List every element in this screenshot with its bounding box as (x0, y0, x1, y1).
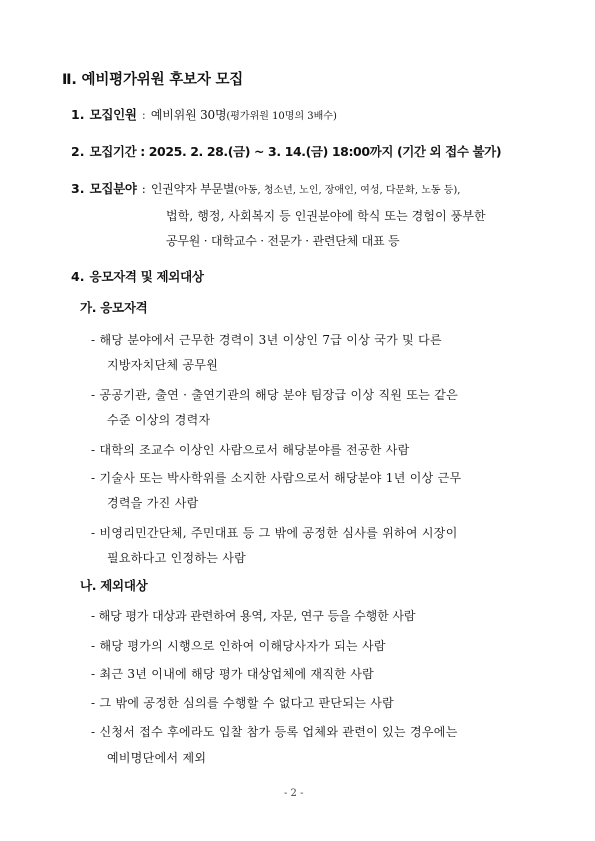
list-item: - 해당 분야에서 근무한 경력이 3년 이상인 7급 이상 국가 및 다른 (91, 333, 442, 347)
list-item: - 신청서 접수 후에라도 입찰 참가 등록 업체와 관련이 있는 경우에는 (91, 725, 458, 739)
qualifications-heading: 가. 응모자격 (80, 300, 148, 315)
list-item: - 기술사 또는 박사학위를 소지한 사람으로서 해당분야 1년 이상 근무 (91, 471, 462, 485)
exclusions-heading: 나. 제외대상 (80, 578, 148, 593)
list-item: - 비영리민간단체, 주민대표 등 그 밖에 공정한 심사를 위하여 시장이 (91, 526, 458, 540)
item-separator: : (141, 108, 146, 122)
item-label: 모집인원 (89, 107, 137, 122)
list-item: - 그 밖에 공정한 심의를 수행할 수 없다고 판단되는 사람 (91, 696, 395, 710)
section-title (62, 68, 243, 89)
item-number: 3. (71, 181, 85, 196)
list-item: - 해당 평가 대상과 관련하여 용역, 자문, 연구 등을 수행한 사람 (91, 609, 416, 623)
list-item: - 대학의 조교수 이상인 사람으로서 해당분야를 전공한 사람 (91, 443, 410, 457)
item-number: 2. (71, 144, 85, 159)
item-separator: : (141, 182, 146, 196)
section-title-text: 예비평가위원 후보자 모집 (81, 72, 244, 88)
item-number: 1. (71, 107, 85, 122)
item-recruit-period (71, 141, 501, 160)
section-numeral: Ⅱ. (62, 72, 77, 88)
item-eligibility (71, 266, 204, 285)
list-item-continuation: 예비명단에서 제외 (107, 751, 207, 765)
list-item: - 해당 평가의 시행으로 인하여 이해당사자가 되는 사람 (91, 639, 386, 653)
list-item-continuation: 경력을 가진 사람 (107, 496, 199, 510)
item-field-line2: 법학, 행정, 사회복지 등 인권분야에 학식 또는 경험이 풍부한 (166, 209, 486, 223)
list-item: - 최근 3년 이내에 해당 평가 대상업체에 재직한 사람 (91, 667, 375, 681)
page-number: - 2 - (284, 788, 304, 799)
item-field-line3: 공무원 · 대학교수 · 전문가 · 관련단체 대표 등 (166, 234, 400, 248)
item-field-note: (아동, 청소년, 노인, 장애인, 여성, 다문화, 노동 등), (234, 185, 461, 196)
list-item: - 공공기관, 출연 · 출연기관의 해당 분야 팀장급 이상 직원 또는 같은 (91, 388, 459, 402)
item-recruit-field (71, 178, 460, 197)
item-recruit-count (71, 104, 337, 123)
list-item-continuation: 필요하다고 인정하는 사람 (107, 551, 247, 565)
item-label: 응모자격 및 제외대상 (89, 269, 204, 284)
item-label: 모집분야 (89, 181, 137, 196)
item-note: (평가위원 10명의 3배수) (226, 111, 337, 122)
list-item-continuation: 수준 이상의 경력자 (107, 413, 211, 427)
item-value: 예비위원 30명 (150, 108, 227, 122)
item-period-text: 모집기간 : 2025. 2. 28.(금) ~ 3. 14.(금) 18:00까지 (기간 외 접수 불가) (89, 144, 502, 159)
item-field-line1: 인권약자 부문별 (150, 182, 235, 196)
item-number: 4. (71, 269, 85, 284)
list-item-continuation: 지방자치단체 공무원 (107, 358, 219, 372)
